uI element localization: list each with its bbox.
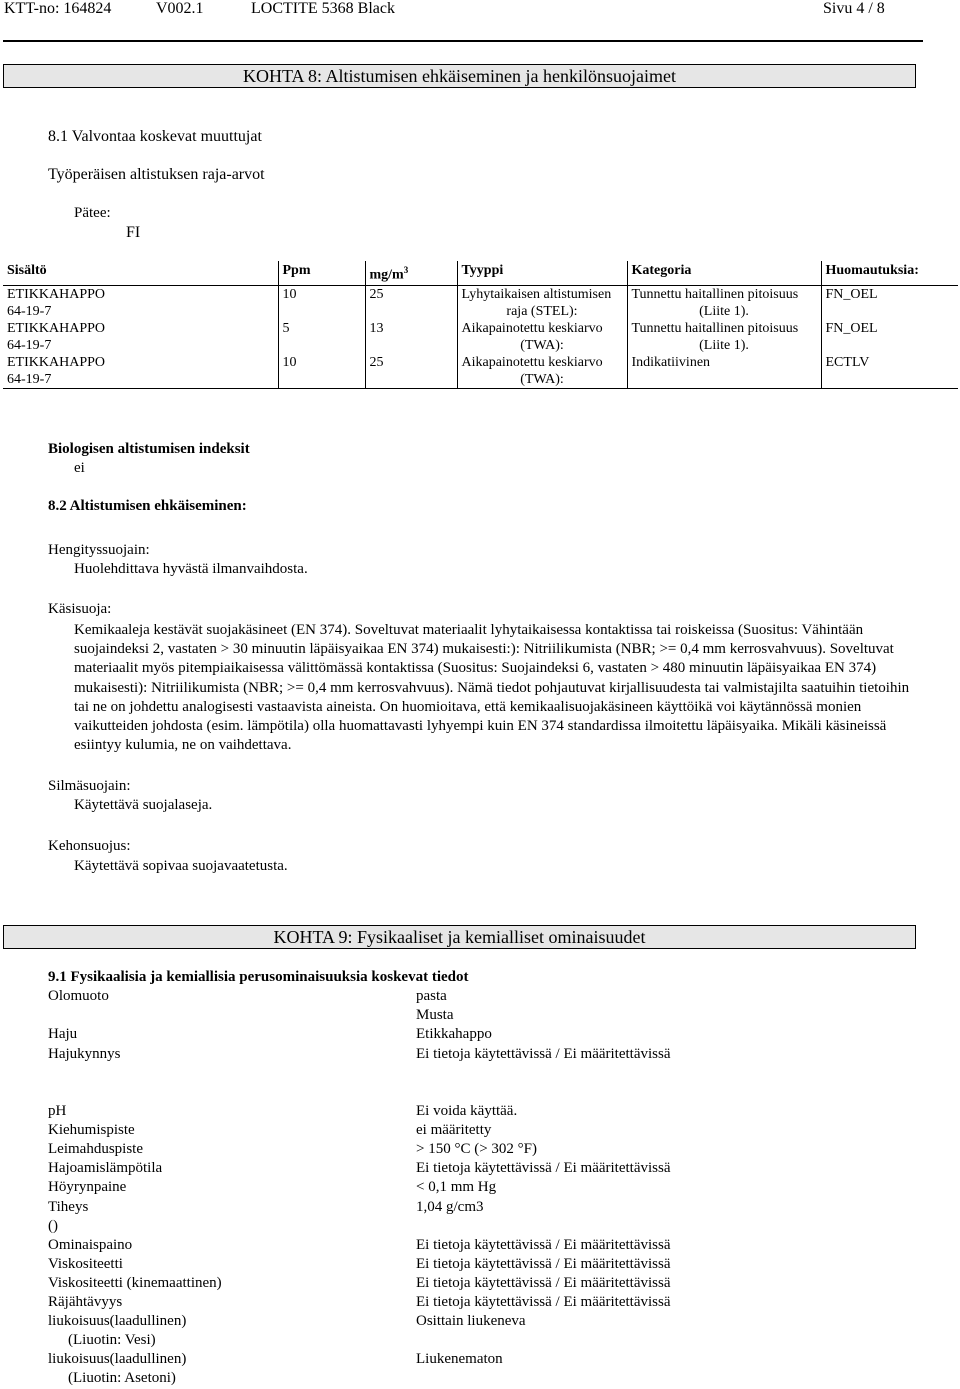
property-label: Höyrynpaine — [48, 1179, 127, 1196]
body-text: Käytettävä sopivaa suojavaatetusta. — [74, 858, 288, 874]
header-remarks: Huomautuksia: — [821, 261, 958, 285]
hand-label: Käsisuoja: — [48, 601, 112, 617]
property-value: Etikkahappo — [416, 1026, 492, 1043]
category-cell: Indikatiivinen — [627, 354, 821, 389]
property-label: Olomuoto — [48, 988, 109, 1004]
hand-text: Kemikaaleja kestävät suojakäsineet (EN 374). Soveltuvat materiaalit lyhytaikaisessa kontaktissa tai roiskeissa (Suositus: Vähintään suojaindeksi 2, vastaten > 30 minuutin läpäisyaikaa EN 374) mukaisesti:): Nitriilikumista (NBR; >= 0,4 mm kerrosvahvuus). Soveltuvat materiaalit myös pitempiaikaisessa välittömässä kontaktissa (Suositus: Suojaindeksi 6, vastaten > 480 minuutin läpäisyaikaa EN 374) mukaisesti): Nitriilikumista (NBR; >= 0,4 mm kerrosvahvuus). Nämä tiedot pohjautuvat kirjallisuudesta tai valmistajilta saatuihin tietoihin tai ne on johdettu analogisesti vastaavista aineista. On huomioitava, että kemikaalisuojakäsineen käyttöikä voi käytännössä monien vaikutteiden johdosta (esim. lämpötila) olla huomattavasti lyhyempi kuin EN 374 standardissa ilmoitettu läpäisyaika. Mikäli käsineissä esiintyy kulumia, ne on vaihdettava. — [74, 622, 910, 754]
table-row — [3, 285, 958, 320]
property-label: pH — [48, 1103, 67, 1119]
category-cell: Tunnettu haitallinen pitoisuus (Liite 1). — [627, 285, 821, 320]
property-label: (Liuotin: Asetoni) — [68, 1370, 176, 1387]
substance-cell: ETIKKAHAPPO 64-19-7 — [3, 354, 278, 389]
body-label: Kehonsuojus: — [48, 838, 131, 854]
subsection-8-1-title: 8.1 Valvontaa koskevat muuttujat — [48, 128, 262, 145]
bio-index-title: Biologisen altistumisen indeksit — [48, 441, 250, 457]
type-cell: Aikapainotettu keskiarvo (TWA): — [457, 354, 627, 389]
header-mgm3: $mg/m^3$ — [365, 261, 457, 285]
ppm-cell: 5 — [278, 320, 365, 354]
mg-cell: 25 — [365, 354, 457, 389]
ppm-cell: 10 — [278, 354, 365, 389]
header-category: Kategoria — [627, 261, 821, 285]
eye-label: Silmäsuojain: — [48, 778, 131, 794]
property-label: Hajukynnys — [48, 1045, 121, 1062]
header-type: Tyyppi — [457, 261, 627, 285]
section-9-title-bar — [3, 925, 916, 949]
ppm-cell: 10 — [278, 285, 365, 320]
substance-cell: ETIKKAHAPPO 64-19-7 — [7, 320, 105, 353]
section-8-title-bar — [3, 64, 916, 88]
page-number: Sivu 4 / 8 — [823, 0, 885, 17]
table-row — [3, 354, 958, 389]
property-value: ei määritetty — [416, 1122, 492, 1139]
property-label: Leimahduspiste — [48, 1141, 143, 1158]
property-label: liukoisuus(laadullinen) — [48, 1313, 187, 1330]
property-value: Ei tietoja käytettävissä / Ei määritettävissä — [416, 1274, 671, 1291]
product-name: LOCTITE 5368 Black — [251, 0, 395, 17]
section-9-title: KOHTA 9: Fysikaaliset ja kemialliset ominaisuudet — [273, 927, 646, 947]
property-label: Räjähtävyys — [48, 1294, 123, 1310]
section-8-title: KOHTA 8: Altistumisen ehkäiseminen ja henkilönsuojaimet — [242, 66, 676, 86]
property-label: Haju — [48, 1026, 78, 1043]
subsection-9-1-title: 9.1 Fysikaalisia ja kemiallisia perusominaisuuksia koskevat tiedot — [48, 969, 469, 985]
respiratory-label: Hengityssuojain: — [48, 542, 150, 558]
valid-label: Pätee: — [74, 205, 111, 221]
ktt-number: KTT-no: 164824 — [4, 0, 112, 17]
property-value: pasta — [416, 988, 447, 1004]
respiratory-text: Huolehdittava hyvästä ilmanvaihdosta. — [74, 561, 308, 577]
property-value: Musta — [416, 1007, 454, 1024]
property-value: > 150 °C (> 302 °F) — [416, 1141, 538, 1158]
type-cell: Aikapainotettu keskiarvo (TWA): — [457, 320, 627, 354]
mg-cell: 13 — [365, 320, 457, 354]
header-substance: Sisältö — [3, 261, 278, 285]
eye-text: Käytettävä suojalaseja. — [74, 797, 213, 813]
header-divider — [3, 40, 923, 42]
property-value: Ei tietoja käytettävissä / Ei määritettävissä — [416, 1294, 671, 1310]
property-label: Viskositeetti — [48, 1255, 123, 1272]
property-label: Ominaispaino — [48, 1236, 133, 1253]
property-label: Kiehumispiste — [48, 1122, 135, 1139]
property-value: Ei tietoja käytettävissä / Ei määritettävissä — [416, 1236, 671, 1253]
valid-value: FI — [126, 224, 141, 241]
property-label: Tiheys — [48, 1198, 89, 1215]
property-value: Ei tietoja käytettävissä / Ei määritettävissä — [416, 1045, 671, 1062]
type-cell: Lyhytaikaisen altistumisen raja (STEL): — [457, 285, 627, 320]
property-value: Osittain liukeneva — [416, 1313, 526, 1330]
mg-cell: 25 — [365, 285, 457, 320]
property-value: Liukenematon — [416, 1351, 503, 1368]
property-value: 1,04 g/cm3 — [416, 1198, 484, 1215]
category-cell: Tunnettu haitallinen pitoisuus (Liite 1). — [627, 320, 821, 354]
subsection-8-2-title: 8.2 Altistumisen ehkäiseminen: — [48, 498, 247, 514]
remarks-cell: FN_OEL — [821, 320, 958, 354]
bio-index-value: ei — [74, 460, 85, 476]
substance-cell: ETIKKAHAPPO 64-19-7 — [7, 286, 105, 319]
header-ppm: Ppm — [278, 261, 365, 285]
version: V002.1 — [156, 0, 204, 17]
table-header-row — [3, 261, 958, 285]
remarks-cell: ECTLV — [821, 354, 958, 389]
property-label: () — [48, 1217, 58, 1234]
remarks-cell: FN_OEL — [821, 285, 958, 320]
oel-title: Työperäisen altistuksen raja-arvot — [48, 166, 265, 183]
table-row — [3, 320, 958, 354]
exposure-limits-table — [3, 261, 958, 389]
property-label: liukoisuus(laadullinen) — [48, 1351, 187, 1368]
property-value: Ei tietoja käytettävissä / Ei määritettävissä — [416, 1160, 671, 1177]
property-value: Ei voida käyttää. — [416, 1103, 518, 1119]
property-label: Viskositeetti (kinemaattinen) — [48, 1274, 222, 1291]
property-value: Ei tietoja käytettävissä / Ei määritettävissä — [416, 1255, 671, 1272]
property-value: < 0,1 mm Hg — [416, 1179, 497, 1196]
property-label: (Liuotin: Vesi) — [68, 1332, 156, 1349]
property-label: Hajoamislämpötila — [48, 1160, 163, 1177]
